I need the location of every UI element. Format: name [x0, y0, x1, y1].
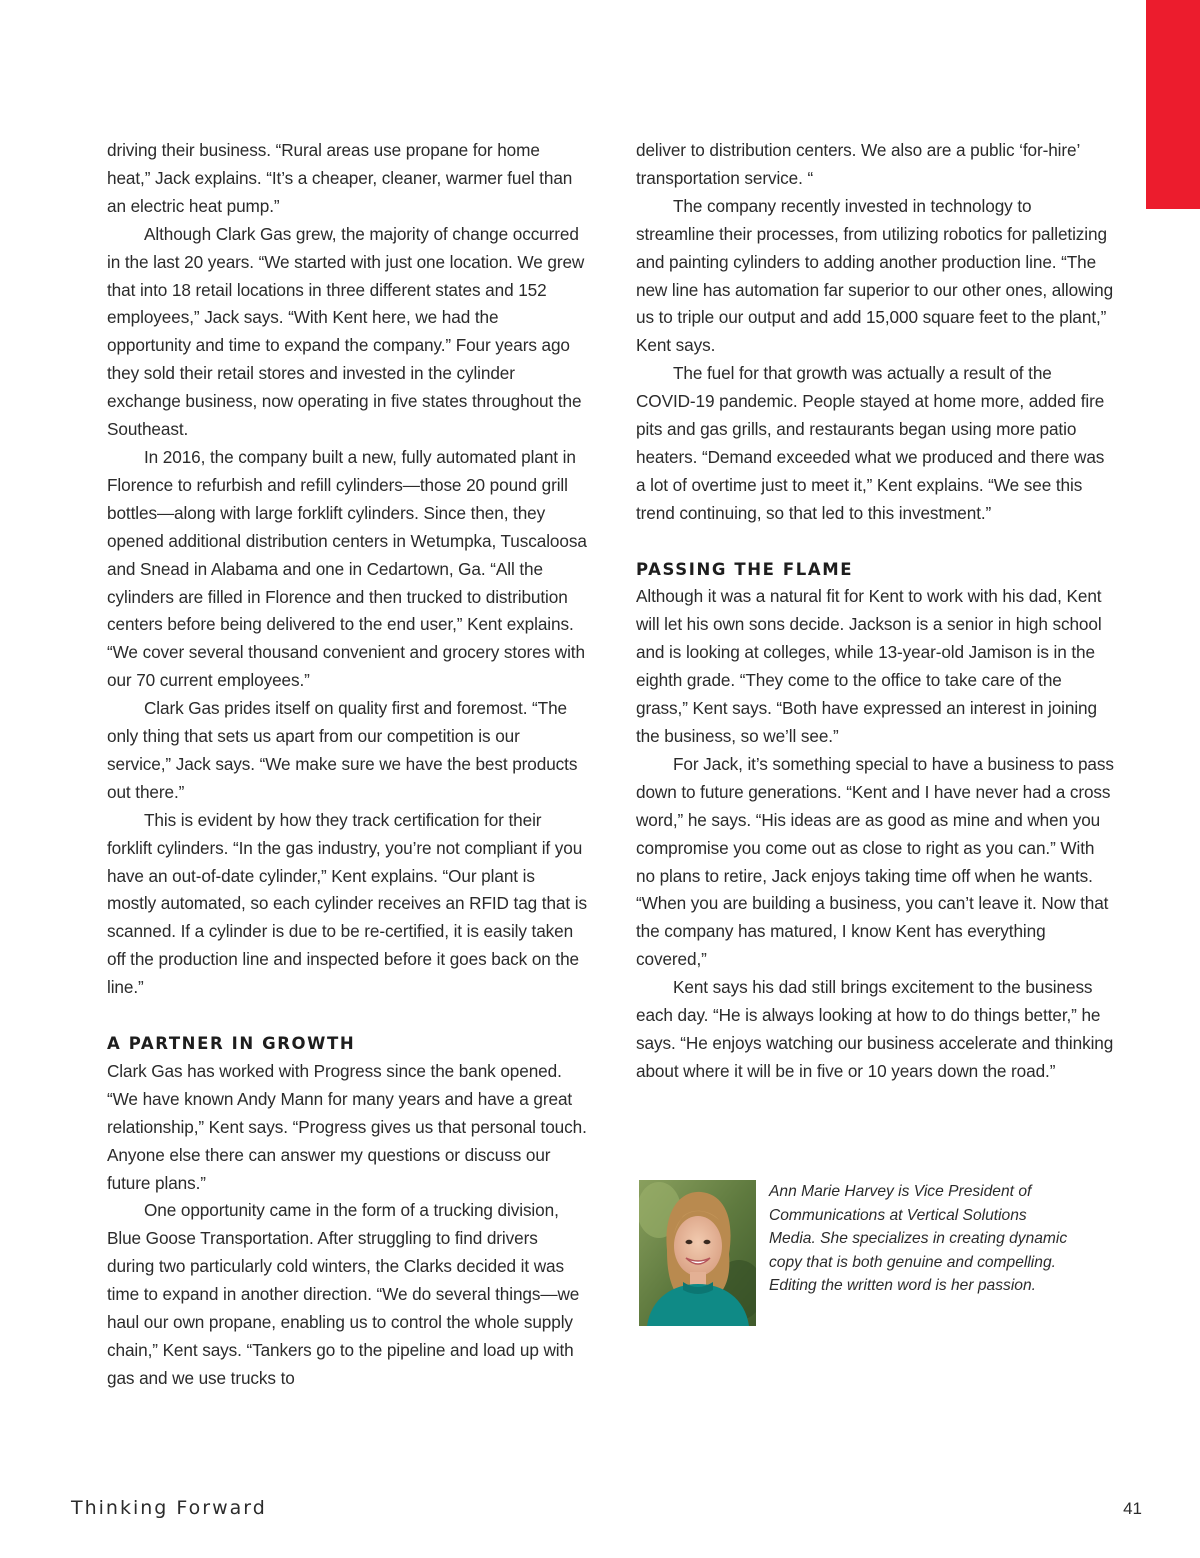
paragraph: The company recently invested in technology to streamline their processes, from utilizing robotics for palletizing and painting cylinders to adding another production line. “The new line has automation far superior to our other ones, allowing us to triple our output and add 15,000 square feet to the plant,” Kent says.	[636, 195, 1114, 356]
paragraph: This is evident by how they track certification for their forklift cylinders. “In the gas industry, you’re not compliant if you have an out-of-date cylinder,” Kent explains. “Our plant is mostly automated, so each cylinder receives an RFID tag that is scanned. If a cylinder is due to be re-certified, it is easily taken off the production line and inspected before it goes back on the line.”	[107, 809, 587, 998]
paragraph: driving their business. “Rural areas use propane for home heat,” Jack explains. “It’s a cheaper, cleaner, warmer fuel than an electric heat pump.”	[107, 140, 573, 216]
page-number: 41	[1123, 1499, 1142, 1518]
paragraph: Clark Gas prides itself on quality first and foremost. “The only thing that sets us apart from our competition is our service,” Jack says. “We make sure we have the best products out there.”	[107, 698, 578, 802]
publication-name: Thinking Forward	[71, 1497, 267, 1519]
section-heading-partner-in-growth: A PARTNER IN GROWTH	[107, 1033, 356, 1053]
author-photo	[639, 1180, 756, 1326]
paragraph: For Jack, it’s something special to have a business to pass down to future generations. “Kent and I have never had a cross word,” he says. “His ideas are as good as mine and when you compromise you come out as close to right as you can.” With no plans to retire, Jack enjoys taking time off when he wants. “When you are building a business, you can’t leave it. Now that the company has matured, I know Kent has everything covered,”	[636, 753, 1114, 970]
red-accent-tab	[1146, 0, 1200, 209]
paragraph: Although Clark Gas grew, the majority of change occurred in the last 20 years. “We started with just one location. We grew that into 18 retail locations in three different states and 152 employees,” Jack says. “With Kent here, we had the opportunity and time to expand the company.” Four years ago they sold their retail stores and invested in the cylinder exchange business, now operating in five states throughout the Southeast.	[107, 223, 585, 440]
paragraph: Although it was a natural fit for Kent to work with his dad, Kent will let his own sons decide. Jackson is a senior in high school and is looking at colleges, while 13-year-old Jamison is in the eighth grade. “They come to the office to take care of the grass,” Kent says. “Both have expressed an interest in joining the business, so we’ll see.”	[636, 586, 1102, 747]
paragraph: One opportunity came in the form of a trucking division, Blue Goose Transportation. After struggling to find drivers during two particularly cold winters, the Clarks decided it was time to expand in another direction. “We do several things—we haul our own propane, enabling us to control the whole supply chain,” Kent says. “Tankers go to the pipeline and load up with gas and we use trucks to	[107, 1200, 580, 1388]
right-column	[636, 137, 1114, 1086]
left-column	[107, 137, 587, 1393]
paragraph: Clark Gas has worked with Progress since the bank opened. “We have known Andy Mann for many years and have a great relationship,” Kent says. “Progress gives us that personal touch. Anyone else there can answer my questions or discuss our future plans.”	[107, 1060, 587, 1193]
section-heading-passing-the-flame: PASSING THE FLAME	[636, 559, 854, 579]
paragraph: Kent says his dad still brings excitement to the business each day. “He is always looking at how to do things better,” he says. “He enjoys watching our business accelerate and thinking about where it will be in five or 10 years down the road.”	[636, 977, 1114, 1081]
paragraph: deliver to distribution centers. We also are a public ‘for-hire’ transportation service. “	[636, 140, 1080, 188]
paragraph: In 2016, the company built a new, fully automated plant in Florence to refurbish and refill cylinders—those 20 pound grill bottles—along with large forklift cylinders. Since then, they opened additional distribution centers in Wetumpka, Tuscaloosa and Snead in Alabama and one in Cedartown, Ga. “All the cylinders are filled in Florence and then trucked to distribution centers before being delivered to the end user,” Kent explains. “We cover several thousand convenient and grocery stores with our 70 current employees.”	[107, 446, 587, 691]
author-bio	[639, 1180, 1119, 1326]
author-bio-text: Ann Marie Harvey is Vice President of Communications at Vertical Solutions Media. She specializes in creating dynamic copy that is both genuine and compelling. Editing the written word is her passion.	[769, 1183, 1068, 1295]
paragraph: The fuel for that growth was actually a result of the COVID-19 pandemic. People stayed at home more, added fire pits and gas grills, and restaurants began using more patio heaters. “Demand exceeded what we produced and there was a lot of overtime just to meet it,” Kent explains. “We see this trend continuing, so that led to this investment.”	[636, 363, 1105, 523]
